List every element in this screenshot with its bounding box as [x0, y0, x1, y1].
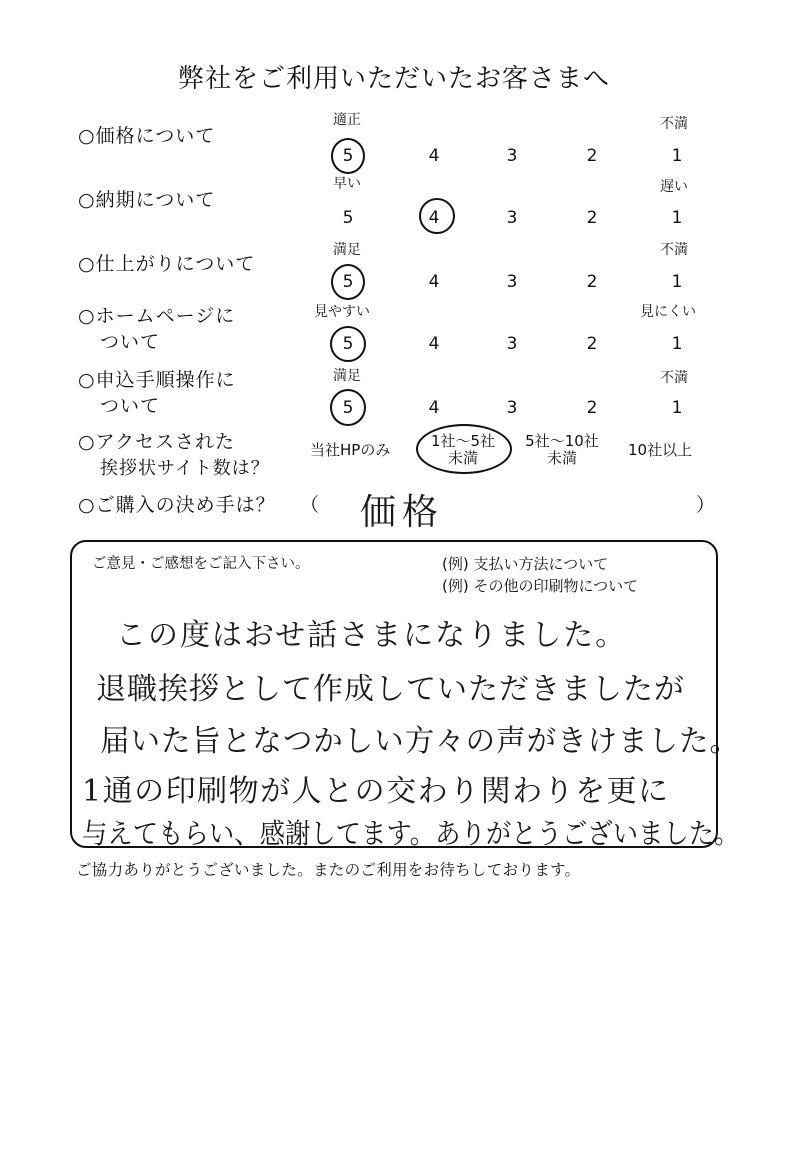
price-selected-circle — [331, 138, 365, 174]
homepage-score-4[interactable]: 4 — [428, 334, 440, 354]
homepage-selected-circle — [330, 326, 366, 362]
purchase-answer-handwritten[interactable]: 価格 — [360, 492, 445, 533]
procedure-score-4[interactable]: 4 — [428, 398, 440, 418]
comment-prompt: ご意見・ご感想をご記入下さい。 — [92, 556, 310, 572]
access-option-own-site[interactable] — [310, 442, 390, 459]
access-option-own-site-text: 当社HPのみ — [310, 441, 391, 459]
comment-line-1: この度はおせ話さまになりました。 — [116, 618, 628, 653]
homepage-score-3[interactable]: 3 — [506, 334, 518, 354]
procedure-score-2[interactable]: 2 — [586, 398, 598, 418]
procedure-high-label: 満足 — [333, 368, 361, 384]
price-score-2[interactable]: 2 — [586, 146, 598, 166]
finish-low-label: 不満 — [660, 242, 688, 258]
delivery-low-label: 遅い — [660, 179, 688, 195]
delivery-selected-circle — [419, 198, 455, 234]
price-low-label: 不満 — [660, 116, 688, 132]
comment-example-2: (例) その他の印刷物について — [442, 577, 639, 595]
procedure-score-3[interactable]: 3 — [506, 398, 518, 418]
question-price-label: ○価格について — [78, 125, 216, 147]
question-procedure-label-1: ○申込手順操作に — [78, 369, 236, 391]
access-option-5-10-line2: 未満 — [546, 449, 577, 467]
procedure-low-label: 不満 — [660, 370, 688, 386]
price-score-4[interactable]: 4 — [428, 146, 440, 166]
question-homepage-label-1: ○ホームページに — [78, 305, 236, 327]
question-purchase-label: ○ご購入の決め手は？ — [78, 494, 276, 516]
procedure-selected-circle — [330, 389, 366, 426]
access-option-1-5-line2: 未満 — [447, 449, 478, 467]
comment-line-3: 届いた旨となつかしい方々の声がきけました。 — [100, 724, 740, 759]
price-score-5[interactable]: 5 — [342, 146, 354, 166]
finish-score-3[interactable]: 3 — [506, 272, 518, 292]
comment-line-5: 与えてもらい、感謝してます。ありがとうございました。 — [82, 817, 740, 850]
price-score-3[interactable]: 3 — [506, 146, 518, 166]
finish-score-5[interactable]: 5 — [342, 272, 354, 292]
comment-line-2: 退職挨拶として作成していただきましたが — [96, 672, 685, 707]
access-option-10-plus[interactable] — [628, 442, 692, 459]
question-homepage-label-2: ついて — [100, 331, 161, 353]
homepage-score-1[interactable]: 1 — [671, 334, 683, 354]
delivery-score-2[interactable]: 2 — [586, 208, 598, 228]
footer-thanks: ご協力ありがとうございました。またのご利用をお待ちしております。 — [76, 861, 581, 879]
question-access-label-1: ○アクセスされた — [78, 431, 236, 453]
homepage-score-2[interactable]: 2 — [586, 334, 598, 354]
question-delivery-label: ○納期について — [78, 189, 216, 211]
access-selected-circle — [416, 424, 512, 474]
price-score-1[interactable]: 1 — [671, 146, 683, 166]
procedure-score-5[interactable]: 5 — [342, 398, 354, 418]
purchase-close-paren: ） — [696, 494, 717, 516]
homepage-high-label: 見やすい — [314, 304, 370, 320]
finish-score-2[interactable]: 2 — [586, 272, 598, 292]
homepage-low-label: 見にくい — [640, 304, 696, 320]
price-high-label: 適正 — [333, 112, 361, 128]
survey-title: 弊社をご利用いただいたお客さまへ — [177, 64, 610, 94]
finish-high-label: 満足 — [333, 242, 361, 258]
comment-line-4: 1通の印刷物が人との交わり関わりを更に — [82, 774, 670, 809]
homepage-score-5[interactable]: 5 — [342, 334, 354, 354]
finish-selected-circle — [331, 264, 365, 300]
access-option-1-5-line1: 1社～5社 — [430, 432, 496, 450]
access-option-5-10[interactable] — [516, 433, 608, 467]
access-option-5-10-line1: 5社～10社 — [525, 432, 599, 450]
purchase-open-paren: （ — [300, 494, 321, 516]
delivery-score-3[interactable]: 3 — [506, 208, 518, 228]
procedure-score-1[interactable]: 1 — [671, 398, 683, 418]
comment-example-1: (例) 支払い方法について — [442, 555, 609, 573]
delivery-score-4[interactable]: 4 — [428, 208, 440, 228]
finish-score-1[interactable]: 1 — [671, 272, 683, 292]
question-access-label-2: 挨拶状サイト数は？ — [100, 458, 270, 479]
access-option-10-plus-text: 10社以上 — [628, 441, 693, 459]
finish-score-4[interactable]: 4 — [428, 272, 440, 292]
delivery-score-5[interactable]: 5 — [342, 208, 354, 228]
question-procedure-label-2: ついて — [100, 395, 161, 417]
delivery-score-1[interactable]: 1 — [671, 208, 683, 228]
delivery-high-label: 早い — [333, 176, 361, 192]
question-finish-label: ○仕上がりについて — [78, 253, 256, 275]
